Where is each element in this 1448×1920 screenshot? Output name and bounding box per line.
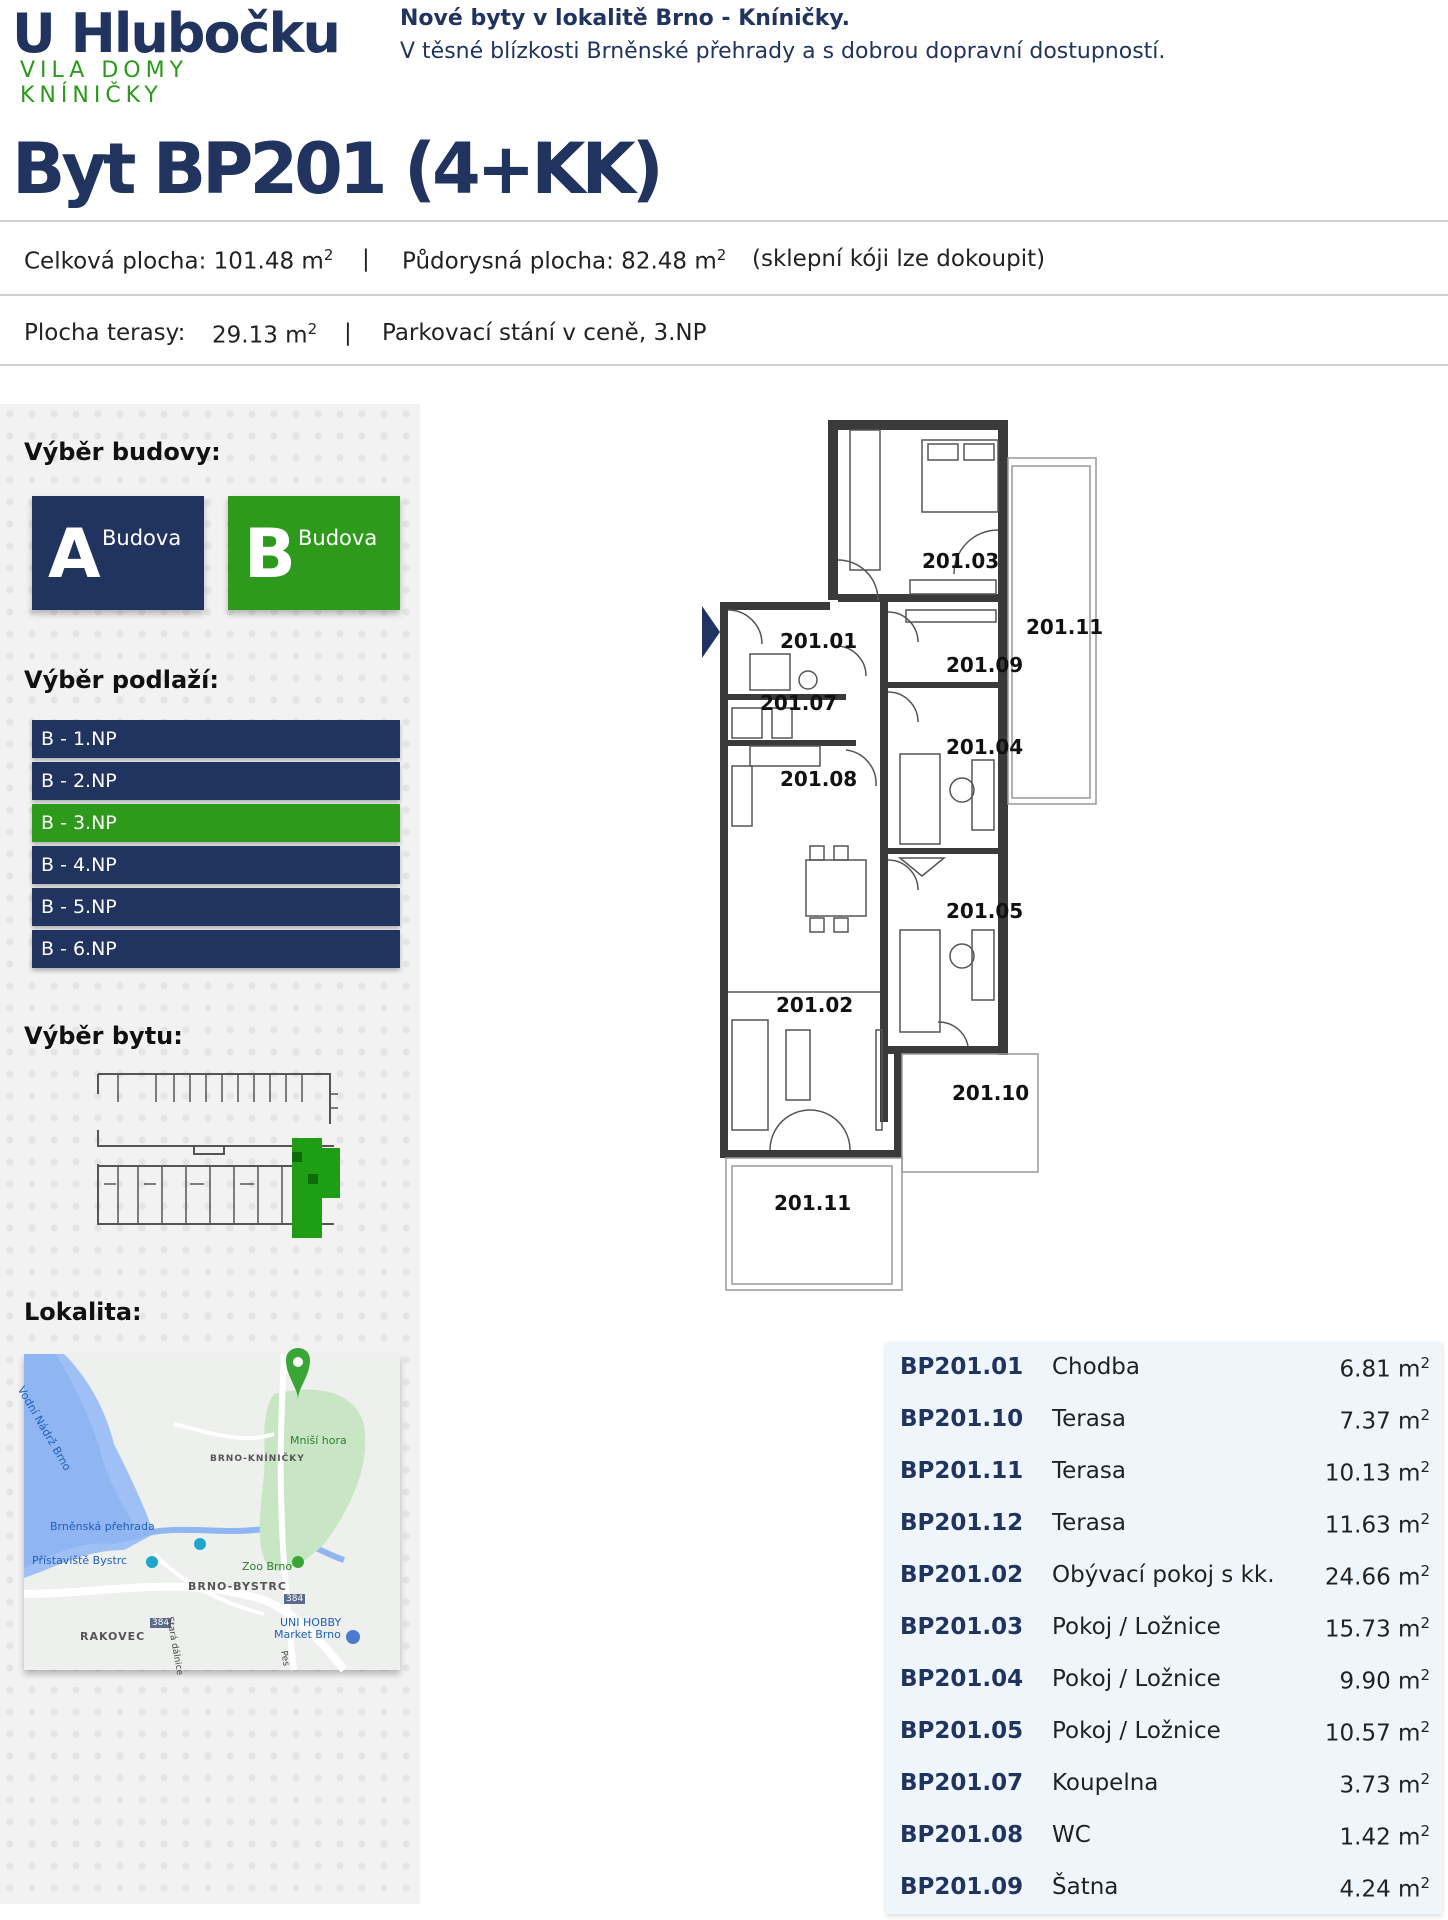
area-info-row <box>0 220 1448 294</box>
floor-area <box>402 246 726 275</box>
room-area <box>1325 1458 1430 1487</box>
flat-selection-plan[interactable] <box>94 1074 344 1244</box>
room-name: Pokoj / Ložnice <box>1052 1718 1221 1744</box>
sidebar <box>0 404 420 1904</box>
map-label-mnisi-hora: Mniší hora <box>290 1434 347 1447</box>
room-area-value: 10.13 m <box>1324 1460 1421 1487</box>
room-code: BP201.07 <box>900 1770 1024 1796</box>
room-label-201-08: 201.08 <box>780 767 858 791</box>
harbour-icon <box>194 1538 206 1550</box>
table-row <box>886 1550 1442 1602</box>
total-area-value: Celková plocha: 101.48 m <box>24 248 324 275</box>
room-area <box>1340 1770 1430 1799</box>
table-row <box>886 1446 1442 1498</box>
floor-item-1np[interactable]: B - 1.NP <box>32 720 400 758</box>
room-label-201-09: 201.09 <box>946 653 1024 677</box>
room-name: Terasa <box>1052 1510 1126 1536</box>
tagline <box>400 4 1165 70</box>
floor-item-4np[interactable]: B - 4.NP <box>32 846 400 884</box>
room-area-value: 10.57 m <box>1324 1720 1421 1747</box>
room-table <box>886 1342 1442 1914</box>
room-area-value: 4.24 m <box>1339 1876 1421 1903</box>
room-name: Šatna <box>1052 1874 1119 1900</box>
map-label-brno-bystrc: BRNO-BYSTRC <box>188 1580 287 1593</box>
table-row <box>886 1602 1442 1654</box>
logo[interactable] <box>12 4 342 108</box>
terrace-info-row <box>0 294 1448 366</box>
room-name: Pokoj / Ložnice <box>1052 1666 1221 1692</box>
map-graphic <box>24 1354 400 1670</box>
map-label-stara-dalnice: Stará dálnice <box>164 1616 185 1677</box>
logo-main-text: U Hlubočku <box>12 2 339 65</box>
floor-item-5np[interactable]: B - 5.NP <box>32 888 400 926</box>
room-name: Chodba <box>1052 1354 1141 1380</box>
map-label-road-384-b: 384 <box>152 1618 170 1628</box>
room-name: Terasa <box>1052 1458 1126 1484</box>
room-label-201-02: 201.02 <box>776 993 854 1017</box>
room-area-unit-sup: 2 <box>1420 1770 1430 1788</box>
floor-item-3np[interactable]: B - 3.NP <box>32 804 400 842</box>
terrace-area <box>212 320 317 349</box>
map-label-brno-kninicky: BRNO-KNÍNIČKY <box>210 1454 305 1464</box>
room-code: BP201.08 <box>900 1822 1024 1848</box>
terrace-area-unit-sup: 2 <box>307 320 318 338</box>
floor-heading: Výběr podlaží: <box>24 666 219 694</box>
room-area <box>1325 1510 1430 1539</box>
room-area <box>1340 1406 1430 1435</box>
building-b-button[interactable] <box>228 496 400 610</box>
floor-item-6np[interactable]: B - 6.NP <box>32 930 400 968</box>
ferry-icon <box>146 1556 158 1568</box>
room-area <box>1325 1718 1430 1747</box>
room-code: BP201.11 <box>900 1458 1024 1484</box>
room-area-unit-sup: 2 <box>1420 1406 1430 1424</box>
room-label-201-03: 201.03 <box>922 549 1000 573</box>
room-area-unit-sup: 2 <box>1420 1614 1430 1632</box>
building-a-button[interactable] <box>32 496 204 610</box>
room-code: BP201.03 <box>900 1614 1024 1640</box>
room-name: Pokoj / Ložnice <box>1052 1614 1221 1640</box>
map-label-road-384-a: 384 <box>286 1594 304 1604</box>
cellar-note: (sklepní kóji lze dokoupit) <box>752 246 1046 272</box>
room-area-value: 9.90 m <box>1339 1668 1421 1695</box>
room-area-unit-sup: 2 <box>1420 1874 1430 1892</box>
total-area-unit-sup: 2 <box>323 246 334 264</box>
room-area-value: 11.63 m <box>1324 1512 1421 1539</box>
shop-icon <box>346 1630 360 1644</box>
tagline-text: V těsné blízkosti Brněnské přehrady a s dobrou dopravní dostupností. <box>400 39 1166 64</box>
room-code: BP201.10 <box>900 1406 1024 1432</box>
room-area <box>1325 1562 1430 1591</box>
room-code: BP201.01 <box>900 1354 1024 1380</box>
building-a-word: Budova <box>102 526 182 550</box>
room-area <box>1325 1614 1430 1643</box>
floor-item-2np[interactable]: B - 2.NP <box>32 762 400 800</box>
room-name: Terasa <box>1052 1406 1126 1432</box>
info-separator: | <box>362 246 370 272</box>
room-code: BP201.09 <box>900 1874 1024 1900</box>
logo-sub-text: VILA DOMY KNÍNIČKY <box>20 58 189 108</box>
room-code: BP201.05 <box>900 1718 1024 1744</box>
location-map[interactable] <box>14 1354 400 1677</box>
map-label-reservoir: Vodní Nádrž Brno <box>14 1384 74 1473</box>
room-area <box>1340 1874 1430 1903</box>
room-area-unit-sup: 2 <box>1420 1458 1430 1476</box>
map-label-pes: Pes <box>278 1650 291 1667</box>
room-label-201-05: 201.05 <box>946 899 1024 923</box>
room-area-unit-sup: 2 <box>1420 1822 1430 1840</box>
room-name: Obývací pokoj s kk. <box>1052 1562 1275 1588</box>
room-code: BP201.04 <box>900 1666 1024 1692</box>
table-row <box>886 1654 1442 1706</box>
room-label-201-10: 201.10 <box>952 1081 1030 1105</box>
room-label-201-07: 201.07 <box>760 691 838 715</box>
room-area-unit-sup: 2 <box>1420 1562 1430 1580</box>
table-row <box>886 1862 1442 1914</box>
building-b-letter: B <box>244 515 296 594</box>
map-label-pristaviste: Přístaviště Bystrc <box>32 1554 128 1567</box>
floor-area-value: Půdorysná plocha: 82.48 m <box>402 248 717 275</box>
table-row <box>886 1810 1442 1862</box>
map-label-rakovec: RAKOVEC <box>80 1630 146 1643</box>
room-area-unit-sup: 2 <box>1420 1354 1430 1372</box>
total-area <box>24 246 333 275</box>
room-label-201-04: 201.04 <box>946 735 1024 759</box>
room-name: WC <box>1052 1822 1091 1848</box>
room-code: BP201.02 <box>900 1562 1024 1588</box>
table-row <box>886 1394 1442 1446</box>
room-area-value: 1.42 m <box>1339 1824 1421 1851</box>
room-area-value: 3.73 m <box>1339 1772 1421 1799</box>
zoo-icon <box>292 1556 304 1568</box>
map-label-market: Market Brno <box>274 1628 341 1641</box>
room-area <box>1340 1354 1430 1383</box>
flat-heading: Výběr bytu: <box>24 1022 183 1050</box>
floor-area-unit-sup: 2 <box>716 246 727 264</box>
room-area-value: 24.66 m <box>1324 1564 1421 1591</box>
table-row <box>886 1706 1442 1758</box>
room-label-201-11-south: 201.11 <box>774 1191 852 1215</box>
page-title: Byt BP201 (4+KK) <box>12 128 660 210</box>
terrace-area-value: 29.13 m <box>212 322 308 349</box>
floor-list <box>32 720 400 972</box>
room-label-201-11-east: 201.11 <box>1026 615 1104 639</box>
building-a-letter: A <box>48 515 101 594</box>
tagline-title: Nové byty v lokalitě Brno - Kníničky. <box>400 6 851 31</box>
room-area-value: 7.37 m <box>1339 1408 1421 1435</box>
room-area-unit-sup: 2 <box>1420 1718 1430 1736</box>
room-area-unit-sup: 2 <box>1420 1666 1430 1684</box>
terrace-label: Plocha terasy: <box>24 320 186 346</box>
map-label-unihobby: UNI HOBBY <box>280 1616 342 1629</box>
floor-plan <box>690 410 1170 1290</box>
building-b-word: Budova <box>298 526 378 550</box>
room-label-201-01: 201.01 <box>780 629 858 653</box>
room-area-unit-sup: 2 <box>1420 1510 1430 1528</box>
building-heading: Výběr budovy: <box>24 438 221 466</box>
room-code: BP201.12 <box>900 1510 1024 1536</box>
table-row <box>886 1498 1442 1550</box>
location-heading: Lokalita: <box>24 1298 142 1326</box>
table-row <box>886 1758 1442 1810</box>
room-area-value: 6.81 m <box>1339 1356 1421 1383</box>
table-row <box>886 1342 1442 1394</box>
map-label-zoo: Zoo Brno <box>242 1560 293 1573</box>
info-separator-2: | <box>344 320 352 346</box>
room-name: Koupelna <box>1052 1770 1159 1796</box>
parking-info: Parkovací stání v ceně, 3.NP <box>382 320 707 346</box>
map-label-prehrada: Brněnská přehrada <box>50 1520 155 1533</box>
room-area <box>1340 1666 1430 1695</box>
room-area-value: 15.73 m <box>1324 1616 1421 1643</box>
room-area <box>1340 1822 1430 1851</box>
